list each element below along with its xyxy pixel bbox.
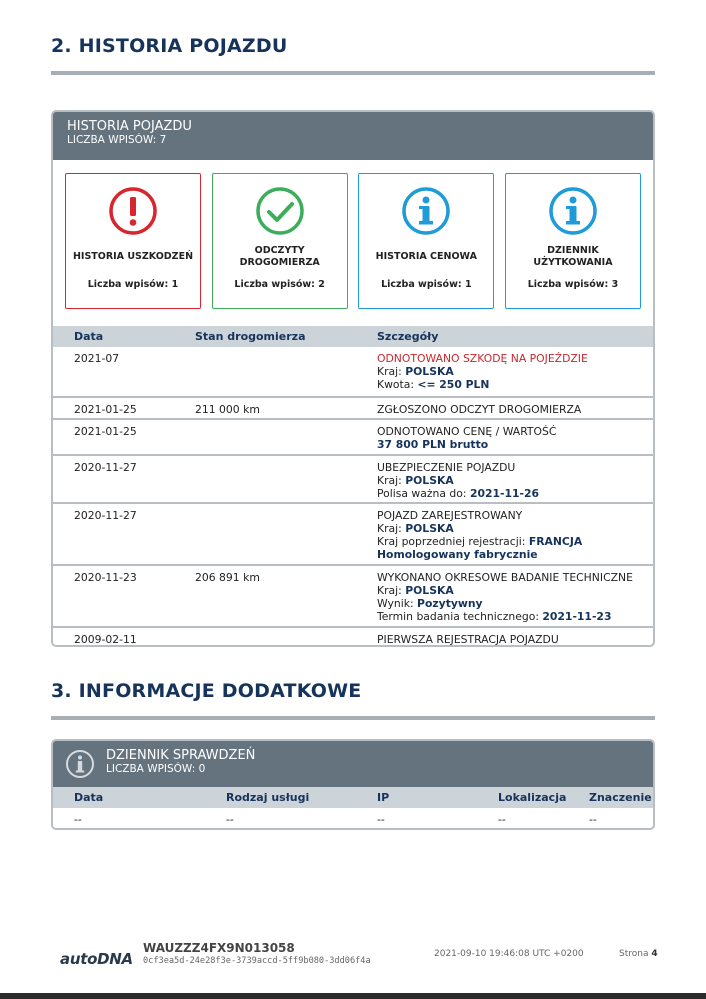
info-icon bbox=[548, 186, 598, 236]
detail-line: ODNOTOWANO SZKODĘ NA POJEŹDZIE bbox=[377, 352, 588, 365]
detail-value: 2021-11-23 bbox=[542, 610, 612, 623]
table-row bbox=[53, 347, 653, 397]
card-count: Liczba wpisów: 2 bbox=[234, 279, 325, 290]
column-header-details: Szczegóły bbox=[377, 326, 653, 347]
column-header-ip: IP bbox=[377, 787, 498, 808]
cell-odometer bbox=[195, 419, 377, 455]
detail-value: POLSKA bbox=[405, 522, 454, 535]
cell-details bbox=[377, 565, 653, 627]
detail-value: <= 250 PLN bbox=[417, 378, 490, 391]
cell-odometer bbox=[195, 503, 377, 565]
bottom-bar bbox=[0, 993, 706, 999]
cell-date: 2020-11-23 bbox=[74, 571, 137, 584]
table-row bbox=[53, 455, 653, 503]
detail-line bbox=[377, 597, 653, 610]
table-row bbox=[53, 503, 653, 565]
detail-line bbox=[377, 535, 653, 548]
cell-odometer: 206 891 km bbox=[195, 571, 260, 584]
cell-details bbox=[377, 627, 653, 647]
detail-value: FRANCJA bbox=[528, 535, 583, 548]
panel-title: HISTORIA POJAZDU bbox=[67, 119, 192, 134]
detail-label: Termin badania technicznego: bbox=[377, 610, 543, 623]
panel-entry-count: LICZBA WPISÓW: 7 bbox=[67, 134, 167, 146]
column-header-date: Data bbox=[53, 326, 195, 347]
cell-date: 2020-11-27 bbox=[74, 509, 137, 522]
detail-line: PIERWSZA REJESTRACJA POJAZDU bbox=[377, 633, 559, 646]
table-row bbox=[53, 565, 653, 627]
page-footer bbox=[0, 938, 706, 978]
table-header-row bbox=[53, 326, 653, 347]
detail-line bbox=[377, 474, 653, 487]
cell-details bbox=[377, 397, 653, 419]
check-log-table bbox=[53, 787, 653, 826]
page-number-value: 4 bbox=[651, 949, 658, 959]
detail-line: ZGŁOSZONO ODCZYT DROGOMIERZA bbox=[377, 403, 582, 416]
cell-service-type: -- bbox=[226, 813, 234, 826]
detail-label: Kraj poprzedniej rejestracji: bbox=[377, 535, 529, 548]
detail-value: 37 800 PLN brutto bbox=[377, 438, 489, 451]
detail-label: Kraj: bbox=[377, 474, 406, 487]
card-title: HISTORIA CENOWA bbox=[375, 251, 477, 262]
column-header-odometer: Stan drogomierza bbox=[195, 326, 377, 347]
detail-value: 2021-11-26 bbox=[469, 487, 540, 500]
detail-label: Kraj: bbox=[377, 365, 406, 378]
cell-date: 2021-01-25 bbox=[74, 403, 137, 416]
detail-value: POLSKA bbox=[405, 365, 454, 378]
detail-label: Polisa ważna do: bbox=[377, 487, 470, 500]
detail-line bbox=[377, 522, 653, 535]
section-title-additional-info: 3. INFORMACJE DODATKOWE bbox=[51, 680, 362, 702]
detail-line: POJAZD ZAREJESTROWANY bbox=[377, 509, 523, 522]
table-row bbox=[53, 397, 653, 419]
detail-line bbox=[377, 378, 653, 391]
cell-details bbox=[377, 419, 653, 455]
section-title-vehicle-history: 2. HISTORIA POJAZDU bbox=[51, 35, 288, 57]
cell-details bbox=[377, 347, 653, 397]
detail-value: POLSKA bbox=[405, 474, 454, 487]
table-header-row bbox=[53, 787, 653, 808]
card-usage-log[interactable] bbox=[505, 173, 641, 309]
card-damage-history[interactable] bbox=[65, 173, 201, 309]
card-count: Liczba wpisów: 3 bbox=[527, 279, 619, 290]
checkmark-icon bbox=[255, 186, 305, 236]
card-title: HISTORIA USZKODZEŃ bbox=[72, 251, 194, 262]
cell-odometer bbox=[195, 347, 377, 397]
detail-line: WYKONANO OKRESOWE BADANIE TECHNICZNE bbox=[377, 571, 633, 584]
cell-details bbox=[377, 455, 653, 503]
detail-value: Homologowany fabrycznie bbox=[377, 548, 538, 561]
column-header-service-type: Rodzaj usługi bbox=[226, 787, 377, 808]
cell-date: -- bbox=[74, 813, 82, 826]
detail-label: Kwota: bbox=[377, 378, 418, 391]
detail-value: Pozytywny bbox=[417, 597, 483, 610]
detail-line bbox=[377, 584, 653, 597]
cell-date: 2020-11-27 bbox=[74, 461, 137, 474]
cell-odometer bbox=[195, 455, 377, 503]
detail-line bbox=[377, 365, 653, 378]
cell-date: 2021-01-25 bbox=[74, 425, 137, 438]
cell-date: 2021-07 bbox=[74, 352, 120, 365]
panel-title: DZIENNIK SPRAWDZEŃ bbox=[106, 748, 256, 763]
info-icon bbox=[65, 749, 95, 779]
panel-header bbox=[53, 112, 653, 160]
panel-header bbox=[53, 741, 653, 787]
detail-label: Kraj: bbox=[377, 584, 406, 597]
history-table-body bbox=[53, 347, 653, 647]
card-price-history[interactable] bbox=[358, 173, 494, 309]
table-row bbox=[53, 808, 653, 826]
card-count: Liczba wpisów: 1 bbox=[381, 279, 472, 290]
table-row bbox=[53, 627, 653, 647]
detail-line bbox=[377, 487, 653, 500]
cell-location: -- bbox=[498, 813, 506, 826]
card-title: ODCZYTY DROGOMIERZA bbox=[239, 245, 320, 268]
autodna-logo: autoDNA bbox=[60, 950, 133, 968]
page-label: Strona bbox=[619, 949, 649, 959]
detail-line: UBEZPIECZENIE POJAZDU bbox=[377, 461, 516, 474]
detail-label: Wynik: bbox=[377, 597, 418, 610]
vin-number: WAUZZZ4FX9N013058 bbox=[143, 941, 295, 955]
category-cards bbox=[53, 160, 653, 326]
card-odometer-readings[interactable] bbox=[212, 173, 348, 309]
panel-entry-count: LICZBA WPISÓW: 0 bbox=[106, 763, 206, 775]
check-log-panel bbox=[51, 739, 655, 830]
cell-details bbox=[377, 503, 653, 565]
history-table bbox=[53, 326, 653, 647]
cell-ip: -- bbox=[377, 813, 385, 826]
cell-significance: -- bbox=[589, 813, 597, 826]
cell-date: 2009-02-11 bbox=[74, 633, 137, 646]
cell-odometer: 211 000 km bbox=[195, 403, 260, 416]
card-count: Liczba wpisów: 1 bbox=[87, 279, 179, 290]
section-divider bbox=[51, 716, 655, 720]
exclamation-icon bbox=[108, 186, 158, 236]
report-timestamp: 2021-09-10 19:46:08 UTC +0200 bbox=[434, 949, 584, 959]
column-header-significance: Znaczenie bbox=[589, 787, 653, 808]
detail-label: Kraj: bbox=[377, 522, 406, 535]
detail-line: ODNOTOWANO CENĘ / WARTOŚĆ bbox=[377, 425, 557, 438]
card-title: DZIENNIK UŻYTKOWANIA bbox=[533, 245, 613, 268]
info-icon bbox=[401, 186, 451, 236]
detail-line bbox=[377, 548, 653, 561]
column-header-date: Data bbox=[53, 787, 226, 808]
section-divider bbox=[51, 71, 655, 75]
report-hash: 0cf3ea5d-24e28f3e-3739accd-5ff9b080-3dd06f4a bbox=[143, 956, 371, 966]
cell-odometer bbox=[195, 627, 377, 647]
vehicle-history-panel bbox=[51, 110, 655, 647]
page-number bbox=[619, 949, 658, 959]
table-row bbox=[53, 419, 653, 455]
detail-line bbox=[377, 438, 653, 451]
column-header-location: Lokalizacja bbox=[498, 787, 589, 808]
detail-line bbox=[377, 610, 653, 623]
detail-value: POLSKA bbox=[405, 584, 454, 597]
